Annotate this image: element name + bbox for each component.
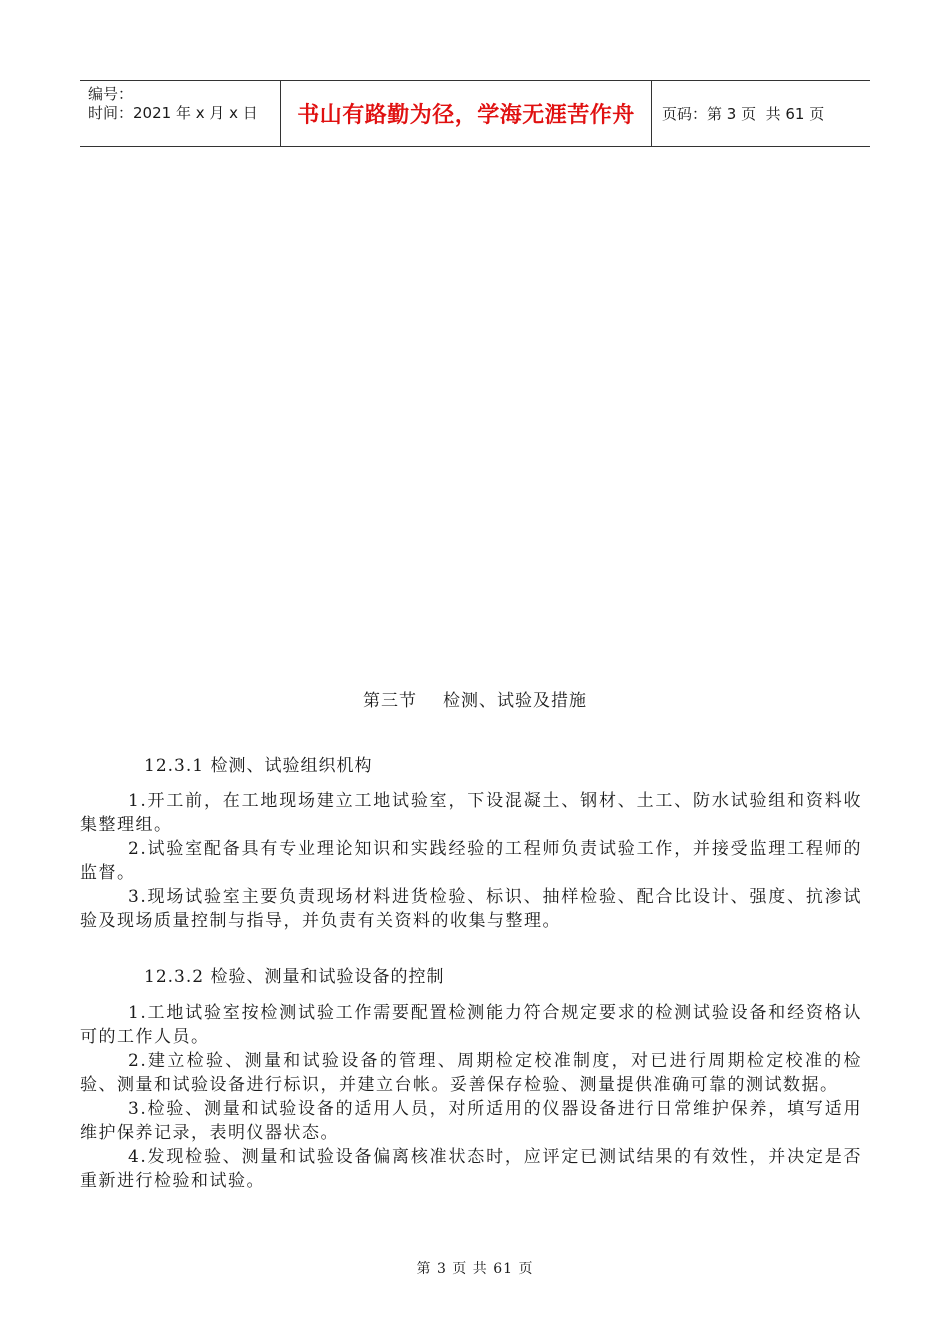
subsection-heading-2: 12.3.2 检验、测量和试验设备的控制 — [144, 967, 445, 987]
section-name: 检测、试验及措施 — [443, 691, 587, 711]
subsection-body-2 — [80, 1001, 862, 1193]
paragraph: 2.试验室配备具有专业理论知识和实践经验的工程师负责试验工作，并接受监理工程师的监督。 — [80, 839, 862, 883]
paragraph: 4.发现检验、测量和试验设备偏离核准状态时，应评定已测试结果的有效性，并决定是否重新进行检验和试验。 — [80, 1147, 862, 1191]
section-number: 第三节 — [363, 691, 417, 711]
page-footer: 第 3 页 共 61 页 — [416, 1261, 534, 1277]
section-title — [0, 686, 950, 711]
subsection-body-1 — [80, 789, 862, 933]
document-header — [80, 80, 870, 147]
header-page-info: 页码：第 3 页 共 61 页 — [662, 105, 825, 123]
header-motto-cell — [281, 81, 652, 146]
subsection-heading-1: 12.3.1 检测、试验组织机构 — [144, 756, 373, 776]
document-time-label: 时间：2021 年 x 月 x 日 — [88, 104, 258, 122]
paragraph: 3.检验、测量和试验设备的适用人员，对所适用的仪器设备进行日常维护保养，填写适用维护保养记录，表明仪器状态。 — [80, 1099, 862, 1143]
document-number-label: 编号： — [88, 85, 134, 103]
paragraph: 1.开工前，在工地现场建立工地试验室，下设混凝土、钢材、土工、防水试验组和资料收集整理组。 — [80, 791, 862, 835]
paragraph: 3.现场试验室主要负责现场材料进货检验、标识、抽样检验、配合比设计、强度、抗渗试验及现场质量控制与指导，并负责有关资料的收集与整理。 — [80, 887, 862, 931]
paragraph: 2.建立检验、测量和试验设备的管理、周期检定校准制度，对已进行周期检定校准的检验、测量和试验设备进行标识，并建立台帐。妥善保存检验、测量提供准确可靠的测试数据。 — [80, 1051, 862, 1095]
header-meta-cell — [80, 81, 281, 146]
paragraph: 1.工地试验室按检测试验工作需要配置检测能力符合规定要求的检测试验设备和经资格认可的工作人员。 — [80, 1003, 862, 1047]
header-page-cell — [652, 81, 870, 146]
header-motto: 书山有路勤为径，学海无涯苦作舟 — [297, 103, 635, 128]
